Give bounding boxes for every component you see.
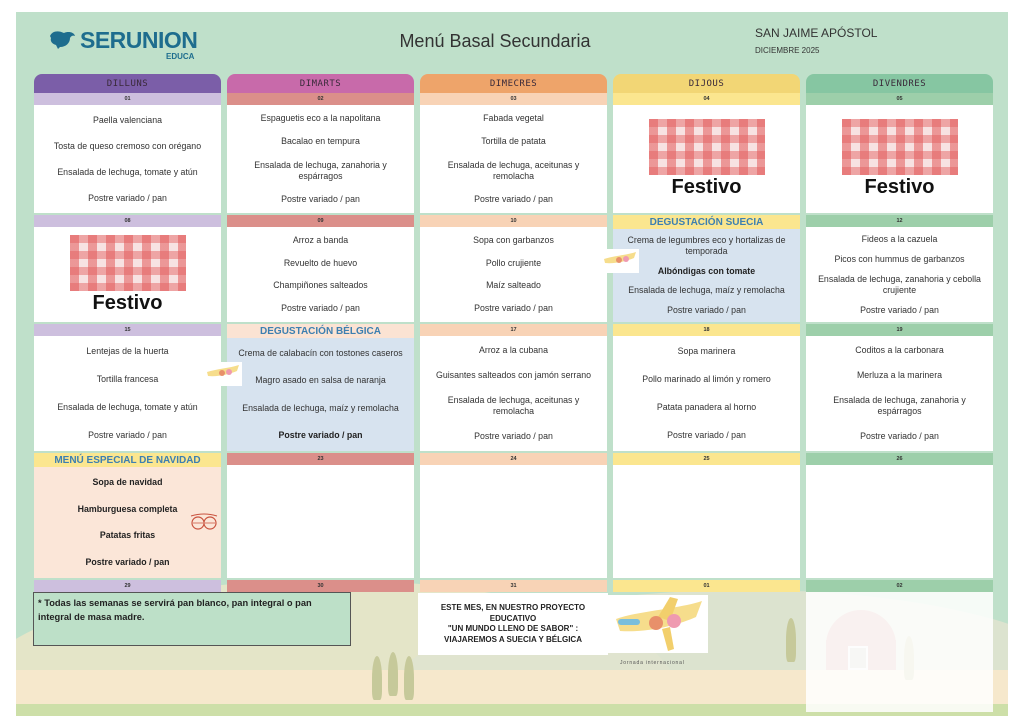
dish-item: Pollo crujiente <box>485 257 542 268</box>
tree-icon <box>404 656 414 700</box>
day-number: 26 <box>806 453 993 465</box>
dish-list <box>613 336 800 451</box>
dish-item: Postre variado / pan <box>474 431 553 441</box>
dish-item: Postre variado / pan <box>474 193 553 204</box>
day-number: 04 <box>613 93 800 105</box>
airplane-icon <box>601 249 639 273</box>
dish-item: Bacalao en tempura <box>281 136 360 147</box>
dish-item: Tosta de queso cremoso con orégano <box>53 140 202 151</box>
day-header-dijous: DIJOUS <box>613 74 800 93</box>
day-number: 01 <box>34 93 221 105</box>
project-line-1: ESTE MES, EN NUESTRO PROYECTO EDUCATIVO <box>440 603 586 623</box>
day-cell <box>420 215 607 322</box>
dish-list <box>227 338 414 451</box>
day-number: 24 <box>420 453 607 465</box>
dish-item: Postre variado / pan <box>860 431 939 441</box>
month-label: DICIEMBRE 2025 <box>755 46 820 55</box>
serunion-logo <box>48 27 198 61</box>
brand-subtitle: EDUCA <box>166 52 195 61</box>
dish-item: Ensalada de lechuga, maíz y remolacha <box>242 402 399 413</box>
day-cell <box>227 324 414 451</box>
day-cell <box>34 215 221 322</box>
day-header-dilluns: DILLUNS <box>34 74 221 93</box>
day-number: 05 <box>806 93 993 105</box>
dish-item: Ensalada de lechuga, aceitunas y remolacha <box>447 159 580 181</box>
dish-item: Sopa con garbanzos <box>473 234 554 245</box>
airplane-icon <box>204 362 242 386</box>
empty-cell-area <box>806 592 993 712</box>
holiday-block <box>806 105 993 213</box>
dish-item: Patata panadera al horno <box>656 401 757 412</box>
day-cell <box>806 215 993 322</box>
day-number: 29 <box>34 580 221 592</box>
day-number: 15 <box>34 324 221 336</box>
dish-item: Arroz a la cubana <box>479 345 548 355</box>
day-cell <box>613 324 800 451</box>
dish-list <box>420 227 607 322</box>
project-banner <box>418 593 608 655</box>
jornada-label: Jornada internacional <box>620 660 685 666</box>
dish-item: Hamburguesa completa <box>77 503 178 514</box>
project-line-3: VIAJAREMOS A SUECIA Y BÉLGICA <box>444 634 582 644</box>
dish-item: Ensalada de lechuga, aceitunas y remolacha <box>447 395 580 416</box>
dish-list <box>420 465 607 578</box>
dish-item: Postre variado / pan <box>474 303 553 314</box>
dish-item: Tortilla francesa <box>96 374 159 385</box>
bread-note: * Todas las semanas se servirá pan blanco, pan integral o pan integral de masa madre. <box>33 592 351 646</box>
dish-item: Espaguetis eco a la napolitana <box>260 113 381 124</box>
dish-item: Lentejas de la huerta <box>86 346 169 357</box>
day-cell <box>806 453 993 578</box>
dish-item: Ensalada de lechuga, maíz y remolacha <box>628 285 785 296</box>
dish-item: Champiñones salteados <box>273 280 368 291</box>
airplane-icon <box>608 595 708 653</box>
tree-icon <box>372 656 382 700</box>
day-number: 19 <box>806 324 993 336</box>
dish-item: Postre variado / pan <box>88 429 167 440</box>
day-cell <box>420 580 607 592</box>
day-cell <box>227 453 414 578</box>
day-number: 09 <box>227 215 414 227</box>
dish-item: Postre variado / pan <box>85 557 170 568</box>
day-cell <box>806 324 993 451</box>
dish-item: Ensalada de lechuga, zanahoria y espárragos <box>833 395 966 416</box>
dish-item: Sopa de navidad <box>92 476 163 487</box>
day-number: 08 <box>34 215 221 227</box>
day-cell <box>34 580 221 592</box>
dish-item: Magro asado en salsa de naranja <box>255 375 386 386</box>
dish-item: Guisantes salteados con jamón serrano <box>435 370 591 380</box>
day-number: 12 <box>806 215 993 227</box>
day-number: 17 <box>420 324 607 336</box>
day-number: 10 <box>420 215 607 227</box>
day-cell <box>806 580 993 712</box>
holiday-label: Festivo <box>671 176 742 198</box>
day-cell <box>613 215 800 322</box>
day-number: 18 <box>613 324 800 336</box>
day-cell <box>420 324 607 451</box>
dish-list <box>806 465 993 578</box>
dish-item: Sopa marinera <box>677 346 736 357</box>
holiday-block <box>613 105 800 213</box>
day-cell <box>420 93 607 213</box>
day-cell <box>227 93 414 213</box>
dish-item: Paella valenciana <box>93 114 162 125</box>
holiday-label: Festivo <box>864 176 935 198</box>
dish-list <box>34 336 221 451</box>
dish-item: Tortilla de patata <box>481 136 546 147</box>
gingham-pattern <box>70 235 186 291</box>
dish-list <box>420 105 607 213</box>
dish-item: Postre variado / pan <box>667 304 746 315</box>
day-cell <box>806 93 993 213</box>
dish-item: Ensalada de lechuga, zanahoria y espárragos <box>254 159 387 181</box>
holiday-label: Festivo <box>92 291 163 314</box>
dish-item: Fabada vegetal <box>483 113 544 124</box>
dish-item: Crema de calabacín con tostones caseros <box>238 348 403 359</box>
project-line-2: "UN MUNDO LLENO DE SABOR" : <box>447 624 579 633</box>
dish-list <box>34 105 221 213</box>
special-menu-title: DEGUSTACIÓN SUECIA <box>613 215 800 229</box>
day-cell <box>613 93 800 213</box>
day-cell <box>613 453 800 578</box>
special-menu-title: DEGUSTACIÓN BÉLGICA <box>227 324 414 338</box>
dish-item: Postre variado / pan <box>278 429 363 440</box>
dish-list <box>613 229 800 322</box>
dish-item: Albóndigas con tomate <box>657 265 756 276</box>
holiday-block <box>34 227 221 322</box>
dish-item: Patatas fritas <box>99 530 156 541</box>
dish-list <box>806 227 993 322</box>
special-menu-title: MENÚ ESPECIAL DE NAVIDAD <box>34 453 221 467</box>
dish-item: Pollo marinado al limón y romero <box>642 374 771 385</box>
dish-item: Postre variado / pan <box>281 193 360 204</box>
page-title: Menú Basal Secundaria <box>399 31 591 51</box>
dish-item: Revuelto de huevo <box>283 257 358 268</box>
day-cell <box>34 324 221 451</box>
day-header-dimarts: DIMARTS <box>227 74 414 93</box>
dish-item: Arroz a banda <box>292 234 349 245</box>
day-number: 31 <box>420 580 607 592</box>
dish-list <box>227 465 414 578</box>
school-name: SAN JAIME APÓSTOL <box>755 26 878 40</box>
gingham-pattern <box>842 119 958 175</box>
day-number: 02 <box>227 93 414 105</box>
day-number: 23 <box>227 453 414 465</box>
dish-item: Postre variado / pan <box>281 303 360 314</box>
day-number: 03 <box>420 93 607 105</box>
dish-item: Ensalada de lechuga, tomate y atún <box>57 166 198 177</box>
day-number: 01 <box>613 580 800 592</box>
day-cell <box>420 453 607 578</box>
dish-item: Fideos a la cazuela <box>861 233 938 244</box>
day-cell <box>34 93 221 213</box>
dish-list <box>227 227 414 322</box>
dish-item: Maíz salteado <box>486 280 541 291</box>
day-header-divendres: DIVENDRES <box>806 74 993 93</box>
dish-item: Crema de legumbres eco y hortalizas de temporada <box>627 235 786 257</box>
dish-list <box>806 336 993 451</box>
brand-name: SERUNION <box>80 27 198 53</box>
dish-item: Picos con hummus de garbanzos <box>834 253 965 264</box>
christmas-ornament-icon <box>189 512 219 534</box>
dish-list <box>420 336 607 451</box>
dish-item: Postre variado / pan <box>88 192 167 203</box>
dish-item: Ensalada de lechuga, tomate y atún <box>57 401 198 412</box>
day-number: 25 <box>613 453 800 465</box>
day-number: 30 <box>227 580 414 592</box>
day-number: 02 <box>806 580 993 592</box>
dish-list <box>613 465 800 578</box>
gingham-pattern <box>649 119 765 175</box>
dish-item: Postre variado / pan <box>667 429 746 440</box>
bull-icon <box>48 30 76 50</box>
dish-list <box>227 105 414 213</box>
day-cell <box>227 215 414 322</box>
day-header-dimecres: DIMECRES <box>420 74 607 93</box>
dish-item: Coditos a la carbonara <box>855 345 944 355</box>
dish-item: Merluza a la marinera <box>856 370 943 380</box>
dish-item: Ensalada de lechuga, zanahoria y cebolla crujiente <box>818 273 981 295</box>
dish-item: Postre variado / pan <box>860 304 939 315</box>
